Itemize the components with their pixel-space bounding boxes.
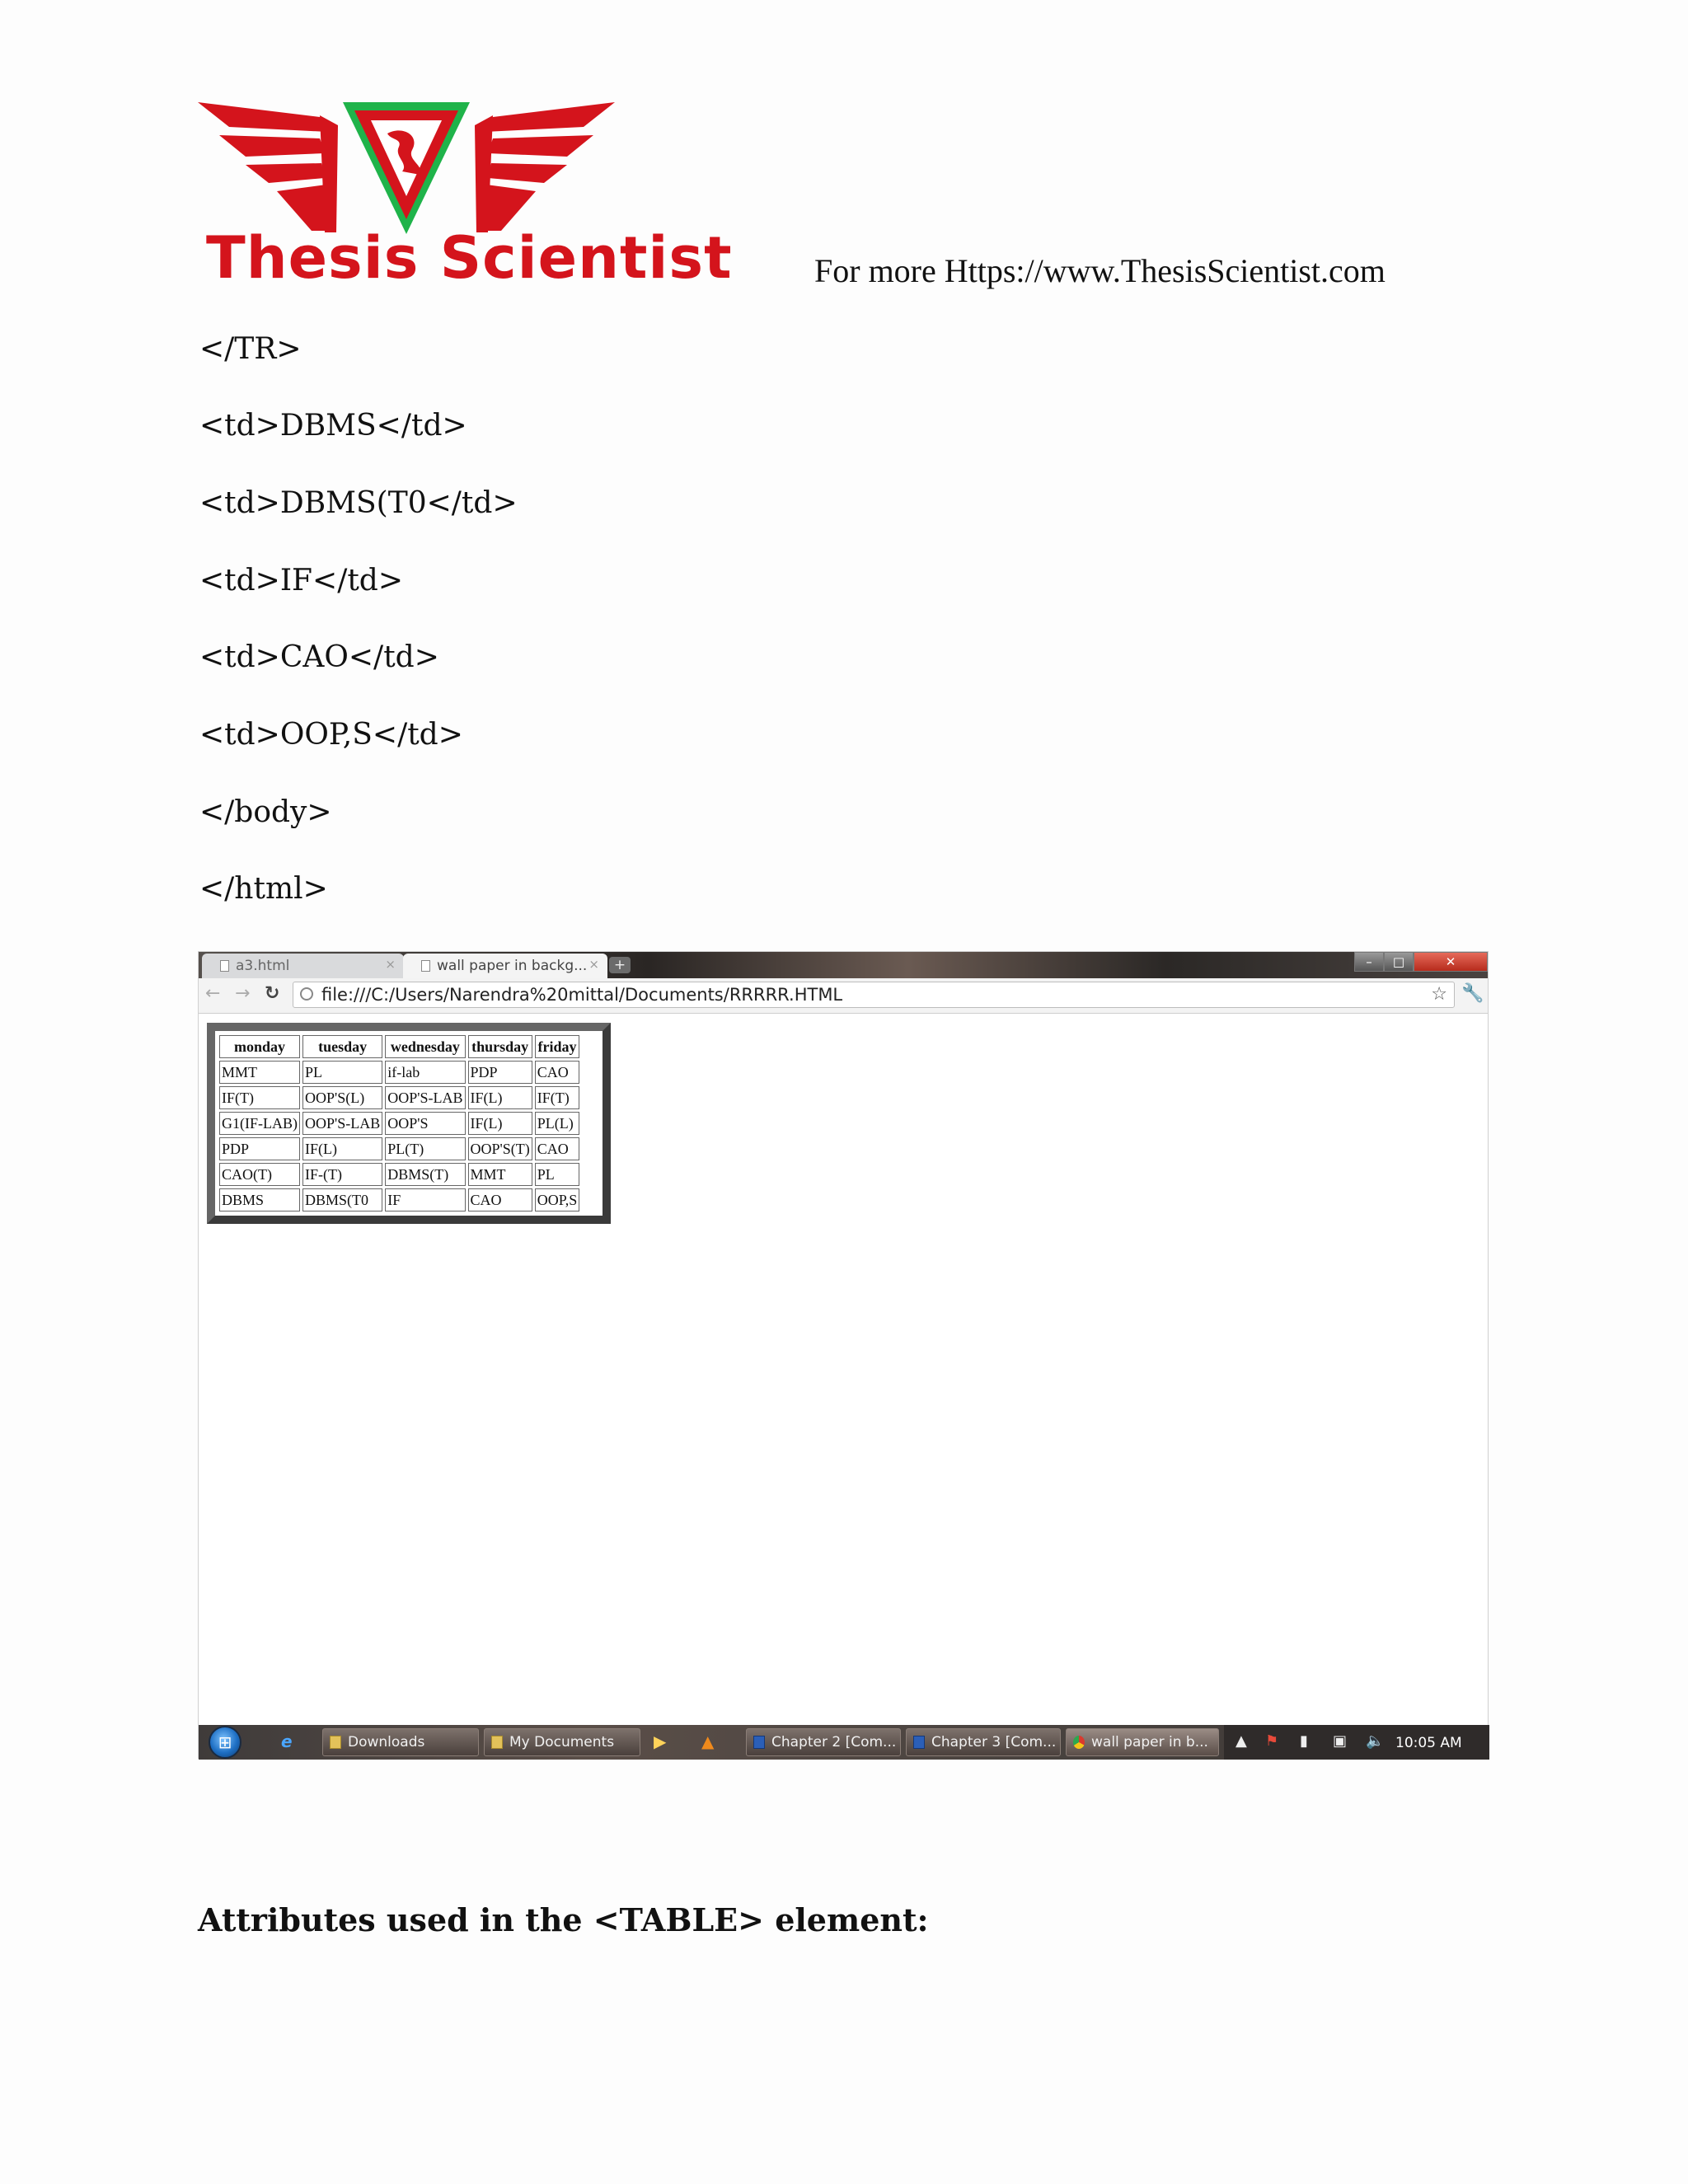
table-cell: PL(T) [385,1137,465,1160]
new-tab-button[interactable]: + [609,957,631,973]
minimize-button[interactable]: – [1354,952,1384,972]
browser-window-screenshot [198,951,1489,1759]
close-icon[interactable]: × [385,957,396,972]
code-line: <td>CAO</td> [199,640,439,674]
table-row [219,1188,579,1212]
table-row [219,1086,579,1109]
taskbar-label: wall paper in b... [1091,1734,1208,1750]
volume-icon[interactable]: 🔈 [1366,1732,1385,1750]
table-row [219,1112,579,1135]
timetable [217,1033,582,1214]
browser-title-bar [199,952,1488,978]
table-cell: OOP'S-LAB [302,1112,382,1135]
document-icon [220,960,229,972]
taskbar-chrome-button[interactable] [1066,1728,1219,1756]
word-document-icon [753,1736,765,1749]
tab-a3-html[interactable] [202,954,404,978]
code-line: <td>OOP,S</td> [199,718,463,752]
table-cell: PL(L) [535,1112,580,1135]
table-cell: IF(L) [302,1137,382,1160]
table-column-header: thursday [468,1035,532,1058]
table-cell: if-lab [385,1061,465,1084]
internet-explorer-icon[interactable]: e [281,1732,293,1751]
wrench-icon[interactable]: 🔧 [1461,983,1484,1004]
bookmark-star-icon[interactable]: ☆ [1431,984,1447,1005]
document-icon [421,960,430,972]
table-cell: PL [535,1163,580,1186]
maximize-button[interactable]: □ [1384,952,1414,972]
taskbar-label: Chapter 3 [Com... [931,1734,1057,1750]
table-cell: CAO [535,1137,580,1160]
taskbar-chapter3-button[interactable] [906,1728,1061,1756]
page-info-icon[interactable] [300,987,313,1001]
table-cell: G1(IF-LAB) [219,1112,300,1135]
table-cell: PL [302,1061,382,1084]
table-cell: CAO(T) [219,1163,300,1186]
forward-arrow-icon[interactable]: → [235,983,251,1004]
address-bar[interactable] [293,982,1455,1008]
table-cell: DBMS(T) [385,1163,465,1186]
code-line: <td>DBMS(T0</td> [199,486,518,520]
table-row [219,1137,579,1160]
tab-label: wall paper in backg... [437,958,588,974]
battery-icon[interactable]: ▮ [1300,1732,1308,1750]
table-cell: OOP'S [385,1112,465,1135]
code-line: </body> [199,795,332,829]
start-button[interactable]: ⊞ [209,1726,241,1759]
code-line: </html> [199,872,328,906]
code-line: </TR> [199,332,302,366]
taskbar-chapter2-button[interactable] [746,1728,901,1756]
table-cell: OOP'S-LAB [385,1086,465,1109]
thesis-scientist-logo [196,92,733,298]
table-cell: IF [385,1188,465,1212]
show-hidden-icons-chevron-icon[interactable]: ▲ [1236,1732,1247,1750]
taskbar-my-documents-button[interactable] [484,1728,640,1756]
table-row [219,1061,579,1084]
back-arrow-icon[interactable]: ← [205,983,221,1004]
taskbar-label: Chapter 2 [Com... [771,1734,897,1750]
reload-icon[interactable]: ↻ [265,983,280,1004]
taskbar-label: My Documents [509,1734,615,1750]
table-cell: IF-(T) [302,1163,382,1186]
window-close-button[interactable]: ✕ [1414,952,1488,972]
table-cell: IF(T) [219,1086,300,1109]
address-url: file:///C:/Users/Narendra%20mittal/Documents/RRRRR.HTML [321,985,843,1005]
windows-taskbar [199,1725,1488,1760]
table-column-header: wednesday [385,1035,465,1058]
logo-wordmark: Thesis Scientist [206,224,733,292]
code-line: <td>IF</td> [199,564,404,598]
table-cell: DBMS(T0 [302,1188,382,1212]
table-cell: IF(T) [535,1086,580,1109]
taskbar-downloads-button[interactable] [322,1728,479,1756]
tab-wall-paper[interactable] [403,954,607,978]
media-player-icon[interactable]: ▶ [654,1732,667,1751]
table-cell: CAO [535,1061,580,1084]
close-icon[interactable]: × [588,957,599,972]
network-icon[interactable]: ▣ [1333,1732,1348,1750]
site-link-text: For more Https://www.ThesisScientist.com [814,252,1386,289]
tab-label: a3.html [236,958,290,974]
word-document-icon [913,1736,925,1749]
action-center-flag-icon[interactable]: ⚑ [1265,1732,1279,1750]
table-cell: MMT [468,1163,532,1186]
table-column-header: friday [535,1035,580,1058]
table-row [219,1163,579,1186]
table-header-row [219,1035,579,1058]
table-cell: MMT [219,1061,300,1084]
table-column-header: tuesday [302,1035,382,1058]
browser-toolbar [199,978,1488,1014]
table-cell: OOP,S [535,1188,580,1212]
table-cell: PDP [219,1137,300,1160]
table-cell: IF(L) [468,1086,532,1109]
timetable-frame [207,1023,611,1224]
table-cell: PDP [468,1061,532,1084]
table-cell: CAO [468,1188,532,1212]
table-column-header: monday [219,1035,300,1058]
table-cell: OOP'S(L) [302,1086,382,1109]
table-cell: IF(L) [468,1112,532,1135]
section-heading: Attributes used in the <TABLE> element: [198,1901,929,1938]
chrome-icon [1073,1736,1085,1749]
taskbar-label: Downloads [348,1734,425,1750]
folder-icon [330,1736,341,1749]
folder-icon [491,1736,503,1749]
vlc-cone-icon[interactable]: ▲ [701,1732,715,1751]
taskbar-clock[interactable]: 10:05 AM [1395,1735,1462,1751]
code-line: <td>DBMS</td> [199,409,467,443]
table-cell: DBMS [219,1188,300,1212]
table-cell: OOP'S(T) [468,1137,532,1160]
